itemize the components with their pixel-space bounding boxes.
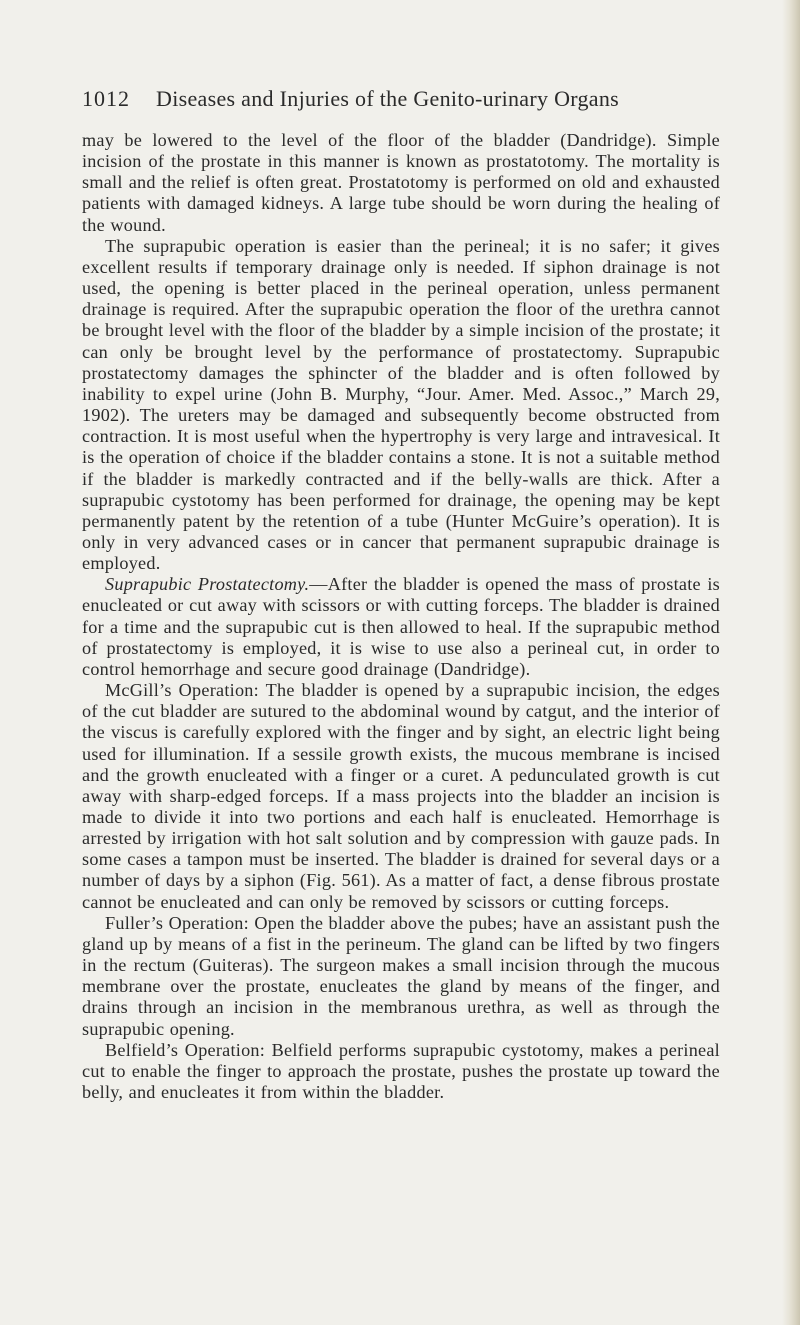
paragraph-text: —After the bladder is opened the mass of prostate is enucleated or cut away with scissors or with cutting forceps. The bladder is drained for a time and the suprapubic cut is then allowed to heal. If the suprapubic method of prostatectomy is employed, it is wise to use also a perineal cut, in order to control hemorrhage and secure good drainage (Dandridge). xyxy=(82,574,720,679)
paragraph-belfield-operation xyxy=(82,1040,720,1103)
paragraph-mcgill-operation xyxy=(82,680,720,913)
paragraph-suprapubic-prostatectomy xyxy=(82,574,720,680)
paragraph-text: Belfield’s Operation: Belfield performs suprapubic cystotomy, makes a perineal cut to enable the finger to approach the prostate, pushes the prostate up toward the belly, and enucleates it from within the bladder. xyxy=(82,1039,720,1103)
paragraph-fuller-operation xyxy=(82,913,720,1040)
running-title: Diseases and Injuries of the Genito-urinary Organs xyxy=(156,86,620,111)
paragraph-text: McGill’s Operation: The bladder is opened by a suprapubic incision, the edges of the cut bladder are sutured to the abdominal wound by catgut, and the interior of the viscus is carefully explored with the finger and by sight, an electric light being used for illumination. If a sessile growth exists, the mucous membrane is incised and the growth enucleated with a finger or a curet. A pedunculated growth is cut away with sharp-edged forceps. If a mass projects into the bladder an incision is made to divide it into two portions and each half is enucleated. Hemorrhage is arrested by irrigation with hot salt solution and by compression with gauze pads. In some cases a tampon must be inserted. The bladder is drained for several days or a number of days by a siphon (Fig. 561). As a matter of fact, a dense fibrous prostate cannot be enucleated and can only be removed by scissors or cutting forceps. xyxy=(82,680,720,912)
paragraph-text: The suprapubic operation is easier than the perineal; it is no safer; it gives excellent results if temporary drainage only is needed. If siphon drainage is not used, the opening is better placed in the perineal operation, unless permanent drainage is required. After the suprapubic operation the floor of the urethra cannot be brought level with the floor of the bladder by a simple incision of the prostate; it can only be brought level by the performance of prostatectomy. Suprapubic prostatectomy damages the sphincter of the bladder and is often followed by inability to expel urine (John B. Murphy, “Jour. Amer. Med. Assoc.,” March 29, 1902). The ureters may be damaged and subsequently become obstructed from contraction. It is most useful when the hypertrophy is very large and intravesical. It is the operation of choice if the bladder contains a stone. It is not a suitable method if the bladder is markedly contracted and if the belly-walls are thick. After a suprapubic cystotomy has been performed for drainage, the opening may be kept permanently patent by the retention of a tube (Hunter McGuire’s operation). It is only in very advanced cases or in cancer that permanent suprapubic drainage is employed. xyxy=(82,235,720,574)
body-text xyxy=(82,130,720,1103)
paragraph-text: may be lowered to the level of the floor of the bladder (Dandridge). Simple incision of the prostate in this manner is known as prostatotomy. The mortality is small and the relief is often great. Prostatotomy is performed on old and exhausted patients with damaged kidneys. A large tube should be worn during the healing of the wound. xyxy=(82,130,720,235)
running-header xyxy=(82,84,722,114)
paragraph-text: Fuller’s Operation: Open the bladder above the pubes; have an assistant push the gland up by means of a fist in the perineum. The gland can be lifted by two fingers in the rectum (Guiteras). The surgeon makes a small incision through the mucous membrane over the prostate, enucleates the gland by means of the finger, and drains through an incision in the membranous urethra, as well as through the suprapubic opening. xyxy=(82,912,720,1039)
section-lead: Suprapubic Prostatectomy. xyxy=(105,574,310,595)
paragraph-suprapubic-operation xyxy=(82,236,720,575)
page-number: 1012 xyxy=(82,86,130,111)
paragraph-continuation xyxy=(82,130,720,236)
page-edge-shadow xyxy=(782,0,800,1325)
